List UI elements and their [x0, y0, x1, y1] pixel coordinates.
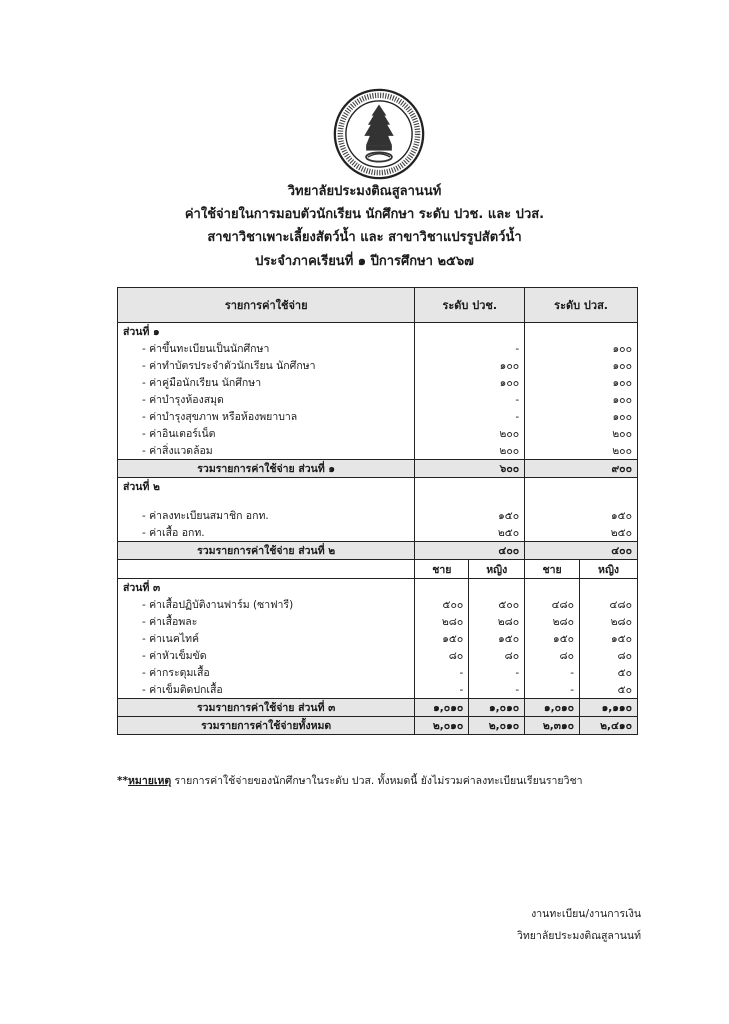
subtotal-pvc-female: ๑,๐๑๐ [469, 699, 525, 717]
grand-pvc-female: ๒,๐๑๐ [469, 717, 525, 735]
department-line: สาขาวิชาเพาะเลี้ยงสัตว์น้ำ และ สาขาวิชาแปรรูปสัตว์น้ำ [207, 230, 522, 245]
pvc-value: ๑๐๐ [415, 374, 525, 391]
pvc-value: - [415, 340, 525, 357]
col-header-pvc: ระดับ ปวช. [415, 288, 525, 323]
section-title: ส่วนที่ ๓ [118, 579, 415, 597]
table-row [118, 391, 638, 408]
pvc-value: ๒๕๐ [415, 524, 525, 542]
pvc-female-value: ๘๐ [469, 647, 525, 664]
pvc-value: ๒๐๐ [415, 425, 525, 442]
male-header-pvs: ชาย [525, 560, 580, 579]
subtotal-label: รวมรายการค่าใช้จ่าย ส่วนที่ ๑ [118, 460, 415, 478]
pvc-female-value: ๕๐๐ [469, 596, 525, 613]
table-row [118, 340, 638, 357]
section-row [118, 478, 638, 496]
pvc-female-value: - [469, 681, 525, 699]
female-header-pvs: หญิง [580, 560, 638, 579]
pvs-female-value: ๔๘๐ [580, 596, 638, 613]
male-header-pvc: ชาย [415, 560, 469, 579]
pvc-value: - [415, 408, 525, 425]
college-seal-logo [333, 88, 425, 180]
document-title: ค่าใช้จ่ายในการมอบตัวนักเรียน นักศึกษา ระดับ ปวช. และ ปวส. [184, 207, 545, 222]
pvc-female-value: - [469, 664, 525, 681]
table-row [118, 507, 638, 524]
item-label: - ค่ากระดุมเสื้อ [118, 664, 415, 681]
item-label: - ค่าขึ้นทะเบียนเป็นนักศึกษา [118, 340, 415, 357]
pvc-value: - [415, 391, 525, 408]
pvs-value: ๑๐๐ [525, 408, 638, 425]
subtotal-pvs-male: ๑,๐๑๐ [525, 699, 580, 717]
pvc-value: ๑๐๐ [415, 357, 525, 374]
pvc-value: ๒๐๐ [415, 442, 525, 460]
table-row [118, 613, 638, 630]
pvc-female-value: ๒๘๐ [469, 613, 525, 630]
subtotal-pvs: ๙๐๐ [525, 460, 638, 478]
signature-department: งานทะเบียน/งานการเงิน [531, 908, 641, 920]
item-label: - ค่าทำบัตรประจำตัวนักเรียน นักศึกษา [118, 357, 415, 374]
subtotal-pvc: ๔๐๐ [415, 542, 525, 560]
pvs-male-value: - [525, 681, 580, 699]
grand-pvc-male: ๒,๐๑๐ [415, 717, 469, 735]
note-text: รายการค่าใช้จ่ายของนักศึกษาในระดับ ปวส. ทั้งหมดนี้ ยังไม่รวมค่าลงทะเบียนเรียนรายวิชา [171, 775, 583, 787]
col-header-item: รายการค่าใช้จ่าย [118, 288, 415, 323]
pvs-value: ๑๐๐ [525, 391, 638, 408]
pvs-male-value: ๔๘๐ [525, 596, 580, 613]
col-header-pvs: ระดับ ปวส. [525, 288, 638, 323]
semester-line: ประจำภาคเรียนที่ ๑ ปีการศึกษา ๒๕๖๗ [255, 254, 474, 269]
pvs-male-value: ๘๐ [525, 647, 580, 664]
subtotal-row [118, 460, 638, 478]
table-row [118, 647, 638, 664]
section-title: ส่วนที่ ๑ [118, 323, 415, 341]
gender-header-row [118, 560, 638, 579]
item-label: - ค่าลงทะเบียนสมาชิก อกท. [118, 507, 415, 524]
section-row [118, 323, 638, 341]
note-label: หมายเหตุ [127, 775, 172, 787]
pvc-male-value: - [415, 681, 469, 699]
note-asterisks: ** [117, 775, 128, 787]
pvs-male-value: - [525, 664, 580, 681]
table-row [118, 425, 638, 442]
pvc-male-value: ๕๐๐ [415, 596, 469, 613]
pvs-female-value: ๒๘๐ [580, 613, 638, 630]
table-row [118, 630, 638, 647]
pvc-female-value: ๑๕๐ [469, 630, 525, 647]
subtotal-label: รวมรายการค่าใช้จ่าย ส่วนที่ ๓ [118, 699, 415, 717]
signature-college: วิทยาลัยประมงติณสูลานนท์ [516, 930, 641, 942]
subtotal-pvc: ๖๐๐ [415, 460, 525, 478]
pvc-male-value: ๒๘๐ [415, 613, 469, 630]
table-row [118, 442, 638, 460]
item-label: - ค่าเสื้อพละ [118, 613, 415, 630]
grand-total-label: รวมรายการค่าใช้จ่ายทั้งหมด [118, 717, 415, 735]
table-row [118, 524, 638, 542]
pvc-male-value: - [415, 664, 469, 681]
item-label: - ค่าเนคไทค์ [118, 630, 415, 647]
pvs-female-value: ๕๐ [580, 681, 638, 699]
section-row [118, 579, 638, 597]
item-label: - ค่าคู่มือนักเรียน นักศึกษา [118, 374, 415, 391]
table-row [118, 596, 638, 613]
table-row [118, 681, 638, 699]
pvc-value: ๑๕๐ [415, 507, 525, 524]
fee-table [117, 287, 638, 735]
college-name: วิทยาลัยประมงติณสูลานนท์ [287, 184, 442, 199]
pvs-value: ๒๐๐ [525, 425, 638, 442]
pvs-female-value: ๘๐ [580, 647, 638, 664]
pvs-male-value: ๑๕๐ [525, 630, 580, 647]
female-header-pvc: หญิง [469, 560, 525, 579]
grand-pvs-female: ๒,๔๑๐ [580, 717, 638, 735]
subtotal-row [118, 699, 638, 717]
pvs-female-value: ๕๐ [580, 664, 638, 681]
item-label: - ค่าเสื้อ อกท. [118, 524, 415, 542]
footnote [117, 772, 583, 789]
pvs-value: ๑๐๐ [525, 340, 638, 357]
item-label: - ค่าอินเตอร์เน็ต [118, 425, 415, 442]
item-label: - ค่าหัวเข็มขัด [118, 647, 415, 664]
table-row [118, 664, 638, 681]
pvs-value: ๑๐๐ [525, 357, 638, 374]
table-row [118, 408, 638, 425]
subtotal-pvs-female: ๑,๑๑๐ [580, 699, 638, 717]
subtotal-pvs: ๔๐๐ [525, 542, 638, 560]
grand-total-row [118, 717, 638, 735]
subtotal-pvc-male: ๑,๐๑๐ [415, 699, 469, 717]
item-label: - ค่าสิ่งแวดล้อม [118, 442, 415, 460]
table-row [118, 374, 638, 391]
subtotal-row [118, 542, 638, 560]
item-label: - ค่าบำรุงห้องสมุด [118, 391, 415, 408]
grand-pvs-male: ๒,๓๑๐ [525, 717, 580, 735]
item-label: - ค่าเข็มติดปกเสื้อ [118, 681, 415, 699]
item-label: - ค่าเสื้อปฏิบัติงานฟาร์ม (ซาฟารี) [118, 596, 415, 613]
pvs-value: ๑๐๐ [525, 374, 638, 391]
pvs-male-value: ๒๘๐ [525, 613, 580, 630]
pvs-value: ๑๕๐ [525, 507, 638, 524]
pvs-value: ๒๕๐ [525, 524, 638, 542]
pvs-female-value: ๑๕๐ [580, 630, 638, 647]
table-header-row [118, 288, 638, 323]
pvs-value: ๒๐๐ [525, 442, 638, 460]
pvc-male-value: ๘๐ [415, 647, 469, 664]
subtotal-label: รวมรายการค่าใช้จ่าย ส่วนที่ ๒ [118, 542, 415, 560]
section-title: ส่วนที่ ๒ [118, 478, 415, 496]
item-label: - ค่าบำรุงสุขภาพ หรือห้องพยาบาล [118, 408, 415, 425]
pvc-male-value: ๑๕๐ [415, 630, 469, 647]
table-row [118, 357, 638, 374]
